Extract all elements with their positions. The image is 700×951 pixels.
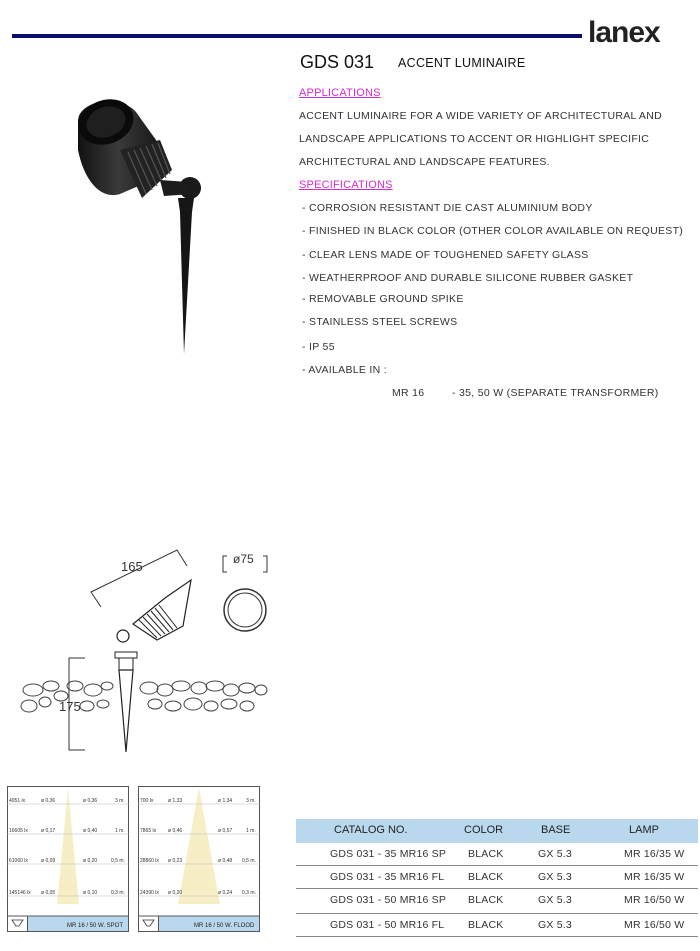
svg-text:4051 lx: 4051 lx <box>9 798 26 804</box>
spec-item: - WEATHERPROOF AND DURABLE SILICONE RUBBER GASKET <box>302 272 634 284</box>
width-dimension: 165 <box>121 559 143 574</box>
svg-text:0,5 m.: 0,5 m. <box>111 858 125 864</box>
svg-text:145146 lx: 145146 lx <box>9 890 31 896</box>
svg-text:ø 0,48: ø 0,48 <box>218 858 233 864</box>
svg-text:61060 lx: 61060 lx <box>9 858 28 864</box>
dimension-drawing <box>15 540 275 760</box>
product-type: ACCENT LUMINAIRE <box>398 56 526 70</box>
spec-item: - STAINLESS STEEL SCREWS <box>302 316 458 328</box>
svg-text:0,3 m.: 0,3 m. <box>111 890 125 896</box>
specifications-heading: SPECIFICATIONS <box>299 179 393 191</box>
svg-text:ø 1,34: ø 1,34 <box>218 798 233 804</box>
svg-text:ø 0,20: ø 0,20 <box>83 858 98 864</box>
flood-caption: MR 16 / 50 W. FLOOD <box>194 923 255 929</box>
svg-text:ø 0,24: ø 0,24 <box>218 890 233 896</box>
spec-item: - CORROSION RESISTANT DIE CAST ALUMINIUM BODY <box>302 202 593 214</box>
svg-text:ø 0,36: ø 0,36 <box>41 798 56 804</box>
svg-text:ø 1,33: ø 1,33 <box>168 798 183 804</box>
spec-item: - FINISHED IN BLACK COLOR (OTHER COLOR AVAILABLE ON REQUEST) <box>302 225 684 237</box>
svg-text:ø 0,23: ø 0,23 <box>168 858 183 864</box>
spec-item: - AVAILABLE IN : <box>302 364 387 376</box>
spec-item: - CLEAR LENS MADE OF TOUGHENED SAFETY GLASS <box>302 249 589 261</box>
spec-item: - IP 55 <box>302 341 335 353</box>
svg-text:0,3 m.: 0,3 m. <box>242 890 256 896</box>
svg-text:7865 lx: 7865 lx <box>140 828 157 834</box>
column-header: CATALOG NO. <box>334 824 408 836</box>
svg-text:24390 lx: 24390 lx <box>140 890 159 896</box>
height-dimension: 175 <box>59 699 81 714</box>
photometry-flood <box>138 786 260 932</box>
svg-text:ø 0,36: ø 0,36 <box>83 798 98 804</box>
header-rule <box>12 34 582 38</box>
brand-logo: lanex <box>588 16 660 49</box>
svg-text:1 m.: 1 m. <box>115 828 125 834</box>
svg-text:ø 0,20: ø 0,20 <box>168 890 183 896</box>
applications-line: ACCENT LUMINAIRE FOR A WIDE VARIETY OF ARCHITECTURAL AND <box>299 110 662 122</box>
column-header: BASE <box>541 824 571 836</box>
lamp-type: MR 16 <box>392 387 425 399</box>
spot-caption: MR 16 / 50 W. SPOT <box>67 923 124 929</box>
svg-text:28860 lx: 28860 lx <box>140 858 159 864</box>
svg-text:1 m.: 1 m. <box>246 828 256 834</box>
svg-text:3 m.: 3 m. <box>115 798 125 804</box>
column-header: LAMP <box>629 824 659 836</box>
lamp-spec: - 35, 50 W (SEPARATE TRANSFORMER) <box>452 387 659 399</box>
svg-text:ø 0,09: ø 0,09 <box>41 858 56 864</box>
applications-line: ARCHITECTURAL AND LANDSCAPE FEATURES. <box>299 156 550 168</box>
svg-text:16605 lx: 16605 lx <box>9 828 28 834</box>
svg-text:0,5 m.: 0,5 m. <box>242 858 256 864</box>
applications-heading: APPLICATIONS <box>299 87 381 99</box>
diameter-dimension: ø75 <box>233 552 254 566</box>
svg-text:3 m.: 3 m. <box>246 798 256 804</box>
svg-text:ø 0,40: ø 0,40 <box>83 828 98 834</box>
table-header <box>296 819 698 843</box>
svg-text:ø 0,57: ø 0,57 <box>218 828 233 834</box>
spec-item: - REMOVABLE GROUND SPIKE <box>302 293 464 305</box>
applications-line: LANDSCAPE APPLICATIONS TO ACCENT OR HIGHLIGHT SPECIFIC <box>299 133 650 145</box>
svg-text:ø 0,46: ø 0,46 <box>168 828 183 834</box>
product-model: GDS 031 <box>300 52 375 72</box>
photometry-spot <box>7 786 129 932</box>
svg-text:ø 0,05: ø 0,05 <box>41 890 56 896</box>
column-header: COLOR <box>464 824 504 836</box>
svg-text:ø 0,10: ø 0,10 <box>83 890 98 896</box>
product-photo <box>60 90 220 360</box>
svg-text:700 lx: 700 lx <box>140 798 154 804</box>
svg-text:ø 0,17: ø 0,17 <box>41 828 56 834</box>
